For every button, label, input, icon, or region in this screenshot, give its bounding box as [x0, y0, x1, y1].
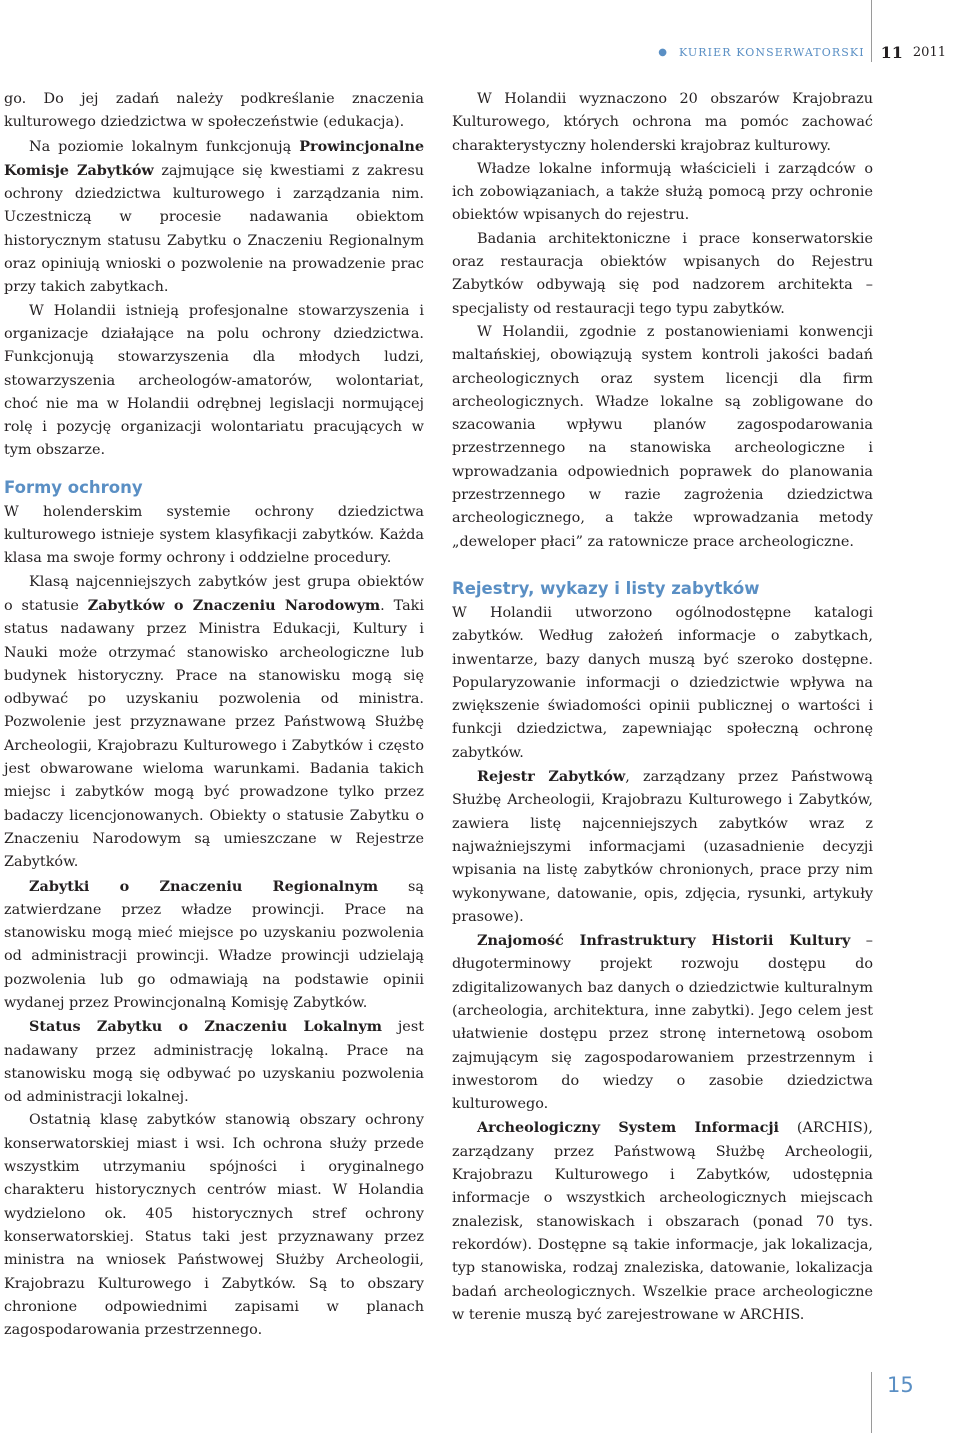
- paragraph: Zabytki o Znaczeniu Regionalnym są zatwierdzane przez władze prowincji. Prace na stanowisku mogą mieć miejsce po uzyskaniu pozwolenia od administracji prowincji. Władze prowincji udzielają pozwolenia lub go odmawiają na podstawie opinii wydanej przez Prowincjonalną Komisję Zabytków.: [4, 877, 424, 1011]
- issue-number: 11: [880, 42, 903, 62]
- running-header: [658, 40, 946, 64]
- section-heading: Rejestry, wykazy i listy zabytków: [452, 578, 760, 598]
- term-bold: Znajomość Infrastruktury Historii Kultury: [477, 932, 851, 950]
- term-bold: Zabytki o Znaczeniu Regionalnym: [29, 877, 379, 895]
- paragraph: Rejestr Zabytków, zarządzany przez Państwową Służbę Archeologii, Krajobrazu Kulturowego i Zabytków, zawiera listę najcenniejszych zabytków wraz z najważniejszymi informacjami (uzasadnienie decyzji wpisania na listę zabytków chronionych, prace przy nim wykonywane, datowanie, opis, zdjęcia, rysunki, artykuły prasowe).: [452, 768, 873, 925]
- paragraph: Na poziomie lokalnym funkcjonują Prowincjonalne Komisje Zabytków zajmujące się kwestiami z zakresu ochrony dziedzictwa kulturowego i zarządzania nim. Uczestniczą w procesie nadawania obiektom historycznym statusu Zabytku o Znaczeniu Regionalnym oraz opiniują wnioski o pozwolenie na prowadzenie prac przy takich zabytkach.: [4, 137, 424, 296]
- paragraph: go. Do jej zadań należy podkreślanie znaczenia kulturowego dziedzictwa w społeczeństwie (edukacja).: [4, 91, 424, 131]
- paragraph: Archeologiczny System Informacji (ARCHIS), zarządzany przez Państwową Służbę Archeologii, Krajobrazu Kulturowego i Zabytków, udostępnia informacje o wszystkich archeologicznych miejscach znalezisk, stanowiskach i obszarach (ponad 70 tys. rekordów). Dostępne są takie informacje, jak lokalizacja, typ stanowiska, rodzaj znaleziska, datowanie, lokalizacja badań archeologicznych. Wszelkie prace archeologiczne w terenie muszą być zarejestrowane w ARCHIS.: [452, 1119, 873, 1323]
- paragraph: W holenderskim systemie ochrony dziedzictwa kulturowego istnieje system klasyfikacji zabytków. Każda klasa ma swoje formy ochrony i oddzielne procedury.: [4, 503, 424, 567]
- paragraph: W Holandii istnieją profesjonalne stowarzyszenia i organizacje działające na polu ochrony dziedzictwa. Funkcjonują stowarzyszenia dla młodych ludzi, stowarzyszenia archeologów-amatorów, wolontariat, choć nie ma w Holandii odrębnej legislacji normującej rolę i pozycję organizacji wolontariatu pracujących w tym obszarze.: [4, 302, 424, 459]
- paragraph: W Holandii utworzono ogólnodostępne katalogi zabytków. Według założeń informacje o zabytkach, inwentarze, bazy danych muszą być szeroko dostępne. Popularyzowanie informacji o dziedzictwie wpływa na zwiększenie świadomości opinii publicznej o wartości i funkcji dziedzictwa, zapewniając społeczną ochronę zabytków.: [452, 604, 873, 761]
- right-column: [452, 88, 873, 1327]
- left-column: [4, 88, 424, 1342]
- paragraph: Znajomość Infrastruktury Historii Kultury – długoterminowy projekt rozwoju dostępu do zdigitalizowanych baz danych o dziedzictwie kulturalnym (archeologia, architektura, inne zabytki). Jego celem jest ułatwienie dostępu przez stronę internetową osobom zajmującym się zagospodarowaniem przestrzennym i inwestorom do wiedzy o zasobie dziedzictwa kulturowego.: [452, 932, 873, 1113]
- paragraph: W Holandii wyznaczono 20 obszarów Krajobrazu Kulturowego, których ochrona ma pomóc zachować charakterystyczny holenderski krajobraz kulturowy.: [452, 91, 873, 154]
- paragraph: Władze lokalne informują właścicieli i zarządców o ich zobowiązaniach, a także służą pomocą przy ochronie obiektów wpisanych do rejestru.: [452, 160, 873, 224]
- bullet-icon: ●: [658, 46, 667, 58]
- issue-year: 2011: [912, 44, 946, 60]
- paragraph: Status Zabytku o Znaczeniu Lokalnym jest nadawany przez administrację lokalną. Prace na stanowisku mogą się odbywać po uzyskaniu pozwolenia od administracji lokalnej.: [4, 1018, 424, 1106]
- paragraph: Ostatnią klasę zabytków stanowią obszary ochrony konserwatorskiej miast i wsi. Ich ochrona służy przede wszystkim utrzymaniu spójności i oryginalnego charakteru historycznych centrów miast. W Holandia wydzielono ok. 405 historycznych stref ochrony konserwatorskiej. Status taki jest przyznawany przez ministra na wniosek Państwowej Służby Archeologii, Krajobrazu Kulturowego i Zabytków. Są to obszary chronione odpowiednimi zapisami w planach zagospodarowania przestrzennego.: [4, 1112, 424, 1339]
- term-bold: Zabytków o Znaczeniu Narodowym: [87, 596, 381, 614]
- term-bold: Archeologiczny System Informacji: [477, 1119, 780, 1137]
- term-bold: Prowincjonalne Komisje Zabytków: [4, 137, 424, 179]
- footer-divider: [871, 1372, 872, 1433]
- paragraph: W Holandii, zgodnie z postanowieniami konwencji maltańskiej, obowiązują system kontroli jakości badań archeologicznych oraz system licencji dla firm archeologicznych. Władze lokalne są zobligowane do szacowania wpływu planów zagospodarowania przestrzennego na stanowiska archeologiczne i wprowadzania odpowiednich poprawek do planowania przestrzennego w razie zagrożenia dziedzictwa archeologicznego, a także wprowadzania metody „deweloper płaci” za ratownicze prace archeologiczne.: [452, 323, 873, 550]
- page-number: 15: [887, 1373, 914, 1397]
- term-bold: Status Zabytku o Znaczeniu Lokalnym: [29, 1018, 382, 1036]
- section-heading: Formy ochrony: [4, 477, 143, 497]
- paragraph: Badania architektoniczne i prace konserwatorskie oraz restauracja obiektów wpisanych do Rejestru Zabytków odbywają się pod nadzorem architekta – specjalisty od restauracji tego typu zabytków.: [452, 230, 873, 317]
- journal-title: KURIER KONSERWATORSKI: [679, 45, 865, 59]
- term-bold: Rejestr Zabytków: [477, 768, 626, 786]
- paragraph: Klasą najcenniejszych zabytków jest grupa obiektów o statusie Zabytków o Znaczeniu Narodowym. Taki status nadawany przez Ministra Edukacji, Kultury i Nauki może otrzymać stanowisko archeologiczne lub budynek historyczny. Prace na stanowisku mogą się odbywać po uzyskaniu pozwolenia od ministra. Pozwolenie jest przyznawane przez Państwową Służbę Archeologii, Krajobrazu Kulturowego i Zabytków i często jest obwarowane wieloma warunkami. Badania takich miejsc i zabytków mogą być prowadzone tylko przez badaczy licencjonowanych. Obiekty o statusie Zabytku o Znaczeniu Narodowym są umieszczane w Rejestrze Zabytków.: [4, 573, 424, 871]
